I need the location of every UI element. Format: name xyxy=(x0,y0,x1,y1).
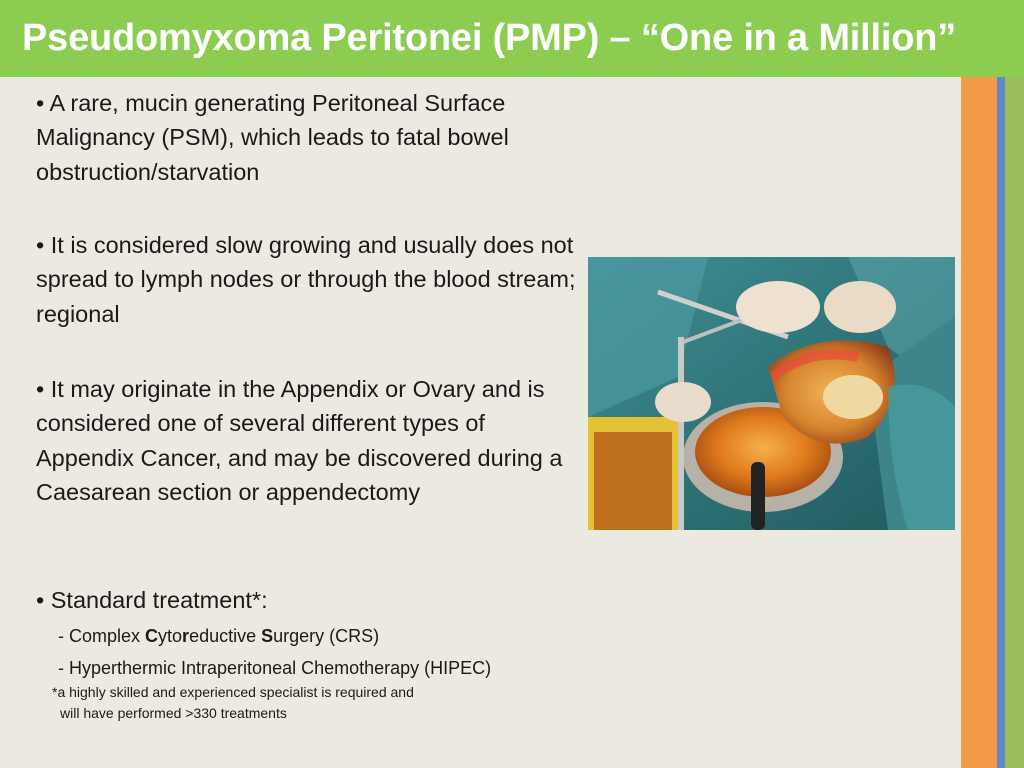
footnote-line: *a highly skilled and experienced specialist is required and xyxy=(52,684,414,700)
crs-letter-s: S xyxy=(261,626,274,646)
crs-part: eductive xyxy=(189,626,262,646)
slide-title: Pseudomyxoma Peritonei (PMP) – “One in a Million” xyxy=(22,17,957,59)
crs-part: yto xyxy=(158,626,183,646)
bullet-item: • Standard treatment*: xyxy=(36,587,268,613)
accent-stripe-blue xyxy=(997,77,1005,768)
treatment-crs xyxy=(58,624,379,648)
crs-letter-c: C xyxy=(145,626,159,646)
surgery-photo xyxy=(588,257,955,530)
crs-prefix: - Complex xyxy=(58,626,146,646)
bullet-item: • It is considered slow growing and usually does not spread to lymph nodes or through the blood stream; regional xyxy=(36,232,576,327)
accent-stripe-green xyxy=(1005,77,1024,768)
crs-rest: urgery (CRS) xyxy=(273,626,380,646)
surgery-photo-illustration xyxy=(588,257,955,530)
bullet-item: • A rare, mucin generating Peritoneal Surface Malignancy (PSM), which leads to fatal bowel obstruction/starvation xyxy=(36,90,509,185)
footnote-line: will have performed >330 treatments xyxy=(60,705,287,721)
accent-stripe-orange xyxy=(961,77,997,768)
crs-letter-r: r xyxy=(182,626,190,646)
treatment-hipec: - Hyperthermic Intraperitoneal Chemotherapy (HIPEC) xyxy=(58,658,492,678)
title-bar xyxy=(0,0,1024,77)
bullet-item: • It may originate in the Appendix or Ovary and is considered one of several different types of Appendix Cancer, and may be discovered during a Caesarean section or appendectomy xyxy=(36,376,563,505)
